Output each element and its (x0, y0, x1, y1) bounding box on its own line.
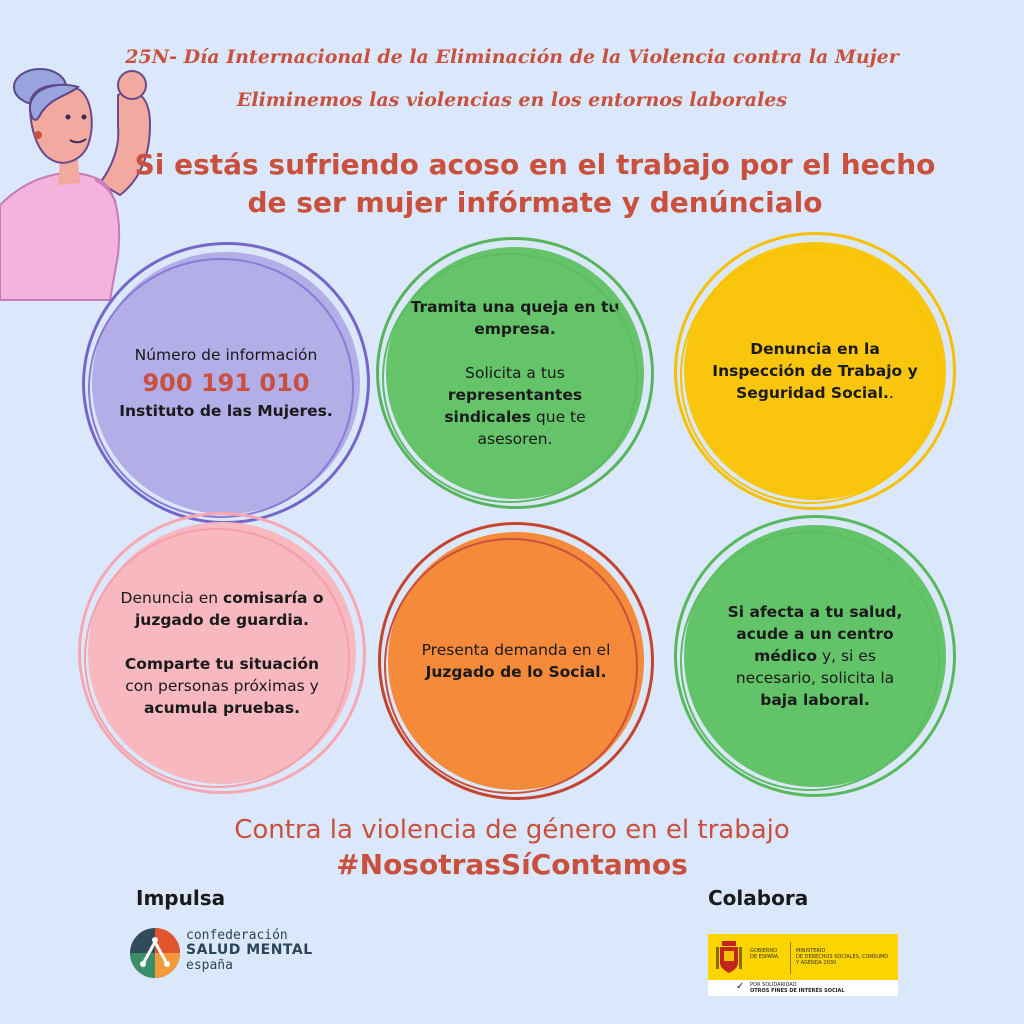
logo-line-2: SALUD MENTAL (186, 942, 313, 958)
circle-text: con personas próximas y (125, 677, 319, 695)
circle-text: que te (531, 408, 586, 426)
logo-text (186, 928, 313, 973)
min-line-2: DE DERECHOS SOCIALES, CONSUMO (796, 954, 889, 960)
campaign-hashtag: #NosotrasSíContamos (336, 848, 688, 881)
circle-text: comisaría o (223, 589, 324, 607)
circle-text: Número de información (134, 346, 318, 364)
circle-text-row (736, 382, 894, 404)
circle-text: Denuncia en (120, 589, 224, 607)
circle-text: Inspección de Trabajo y (712, 362, 918, 380)
gob-line-2: DE ESPAÑA (750, 954, 779, 960)
circle-text: sindicales (444, 408, 531, 426)
campaign-tagline: Contra la violencia de género en el trabajo (234, 815, 790, 845)
phone-number: 900 191 010 (142, 369, 310, 397)
gob-line-1: GOBIERNO (750, 948, 778, 954)
circle-text: acumula pruebas. (144, 699, 300, 717)
min-line-3: Y AGENDA 2030 (796, 960, 837, 966)
circle-text: baja laboral. (760, 691, 870, 709)
logo-line-1: confederación (186, 928, 288, 943)
circle-text: y, si es (817, 647, 876, 665)
check-icon: ✓ (736, 981, 745, 992)
circle-text-row (754, 645, 876, 667)
headline-line-1: Si estás sufriendo acoso en el trabajo por el hecho (134, 148, 936, 181)
ministerio-text (796, 948, 892, 966)
circle-text: Seguridad Social. (736, 384, 889, 402)
info-circle-police (88, 522, 356, 784)
salud-mental-logo-icon (128, 926, 182, 980)
circle-text: Instituto de las Mujeres. (119, 402, 333, 420)
circle-text: Solicita a tus (465, 364, 565, 382)
circle-text: juzgado de guardia. (134, 611, 310, 629)
circle-text: Tramita una queja en tu (410, 298, 620, 316)
circle-text: representantes (447, 386, 583, 404)
logo-line-3: españa (186, 958, 233, 973)
event-title: 25N- Día Internacional de la Eliminación de la Violencia contra la Mujer (125, 46, 899, 68)
logo-divider (790, 942, 791, 974)
circle-text: médico (754, 647, 818, 665)
gobierno-text (750, 948, 778, 960)
coat-of-arms-icon (714, 939, 744, 975)
sol-line-1: POR SOLIDARIDAD (750, 982, 797, 988)
info-circle-inspection (684, 242, 946, 500)
circle-text: . (888, 384, 894, 402)
circle-text-row (121, 587, 324, 609)
circle-text: Juzgado de lo Social. (425, 663, 607, 681)
circle-text: Si afecta a tu salud, (727, 603, 903, 621)
min-line-1: MINISTERIO (796, 948, 826, 954)
gobierno-espana-logo (708, 934, 898, 996)
circle-text: asesoren. (477, 430, 553, 448)
info-circle-court (388, 532, 644, 790)
sol-line-2: OTROS FINES DE INTERÉS SOCIAL (750, 988, 845, 994)
event-subtitle: Eliminemos las violencias en los entornos laborales (236, 89, 788, 111)
confederacion-salud-mental-logo (128, 922, 328, 986)
main-headline (100, 146, 970, 222)
circle-text: acude a un centro (736, 625, 894, 643)
circle-text: necesario, solicita la (735, 669, 895, 687)
headline-line-2: de ser mujer infórmate y denúncialo (247, 186, 823, 219)
circle-text-row (444, 406, 585, 428)
circle-text: Comparte tu situación (124, 655, 320, 673)
impulsa-label: Impulsa (136, 886, 226, 910)
info-circle-health (684, 525, 946, 787)
circle-text: Denuncia en la (750, 340, 880, 358)
solidaridad-text (750, 982, 845, 994)
info-circle-complaint (386, 247, 644, 499)
info-circle-phone (92, 252, 360, 514)
circle-text: Presenta demanda en el (421, 641, 611, 659)
colabora-label: Colabora (708, 886, 809, 910)
circle-text: empresa. (474, 320, 556, 338)
